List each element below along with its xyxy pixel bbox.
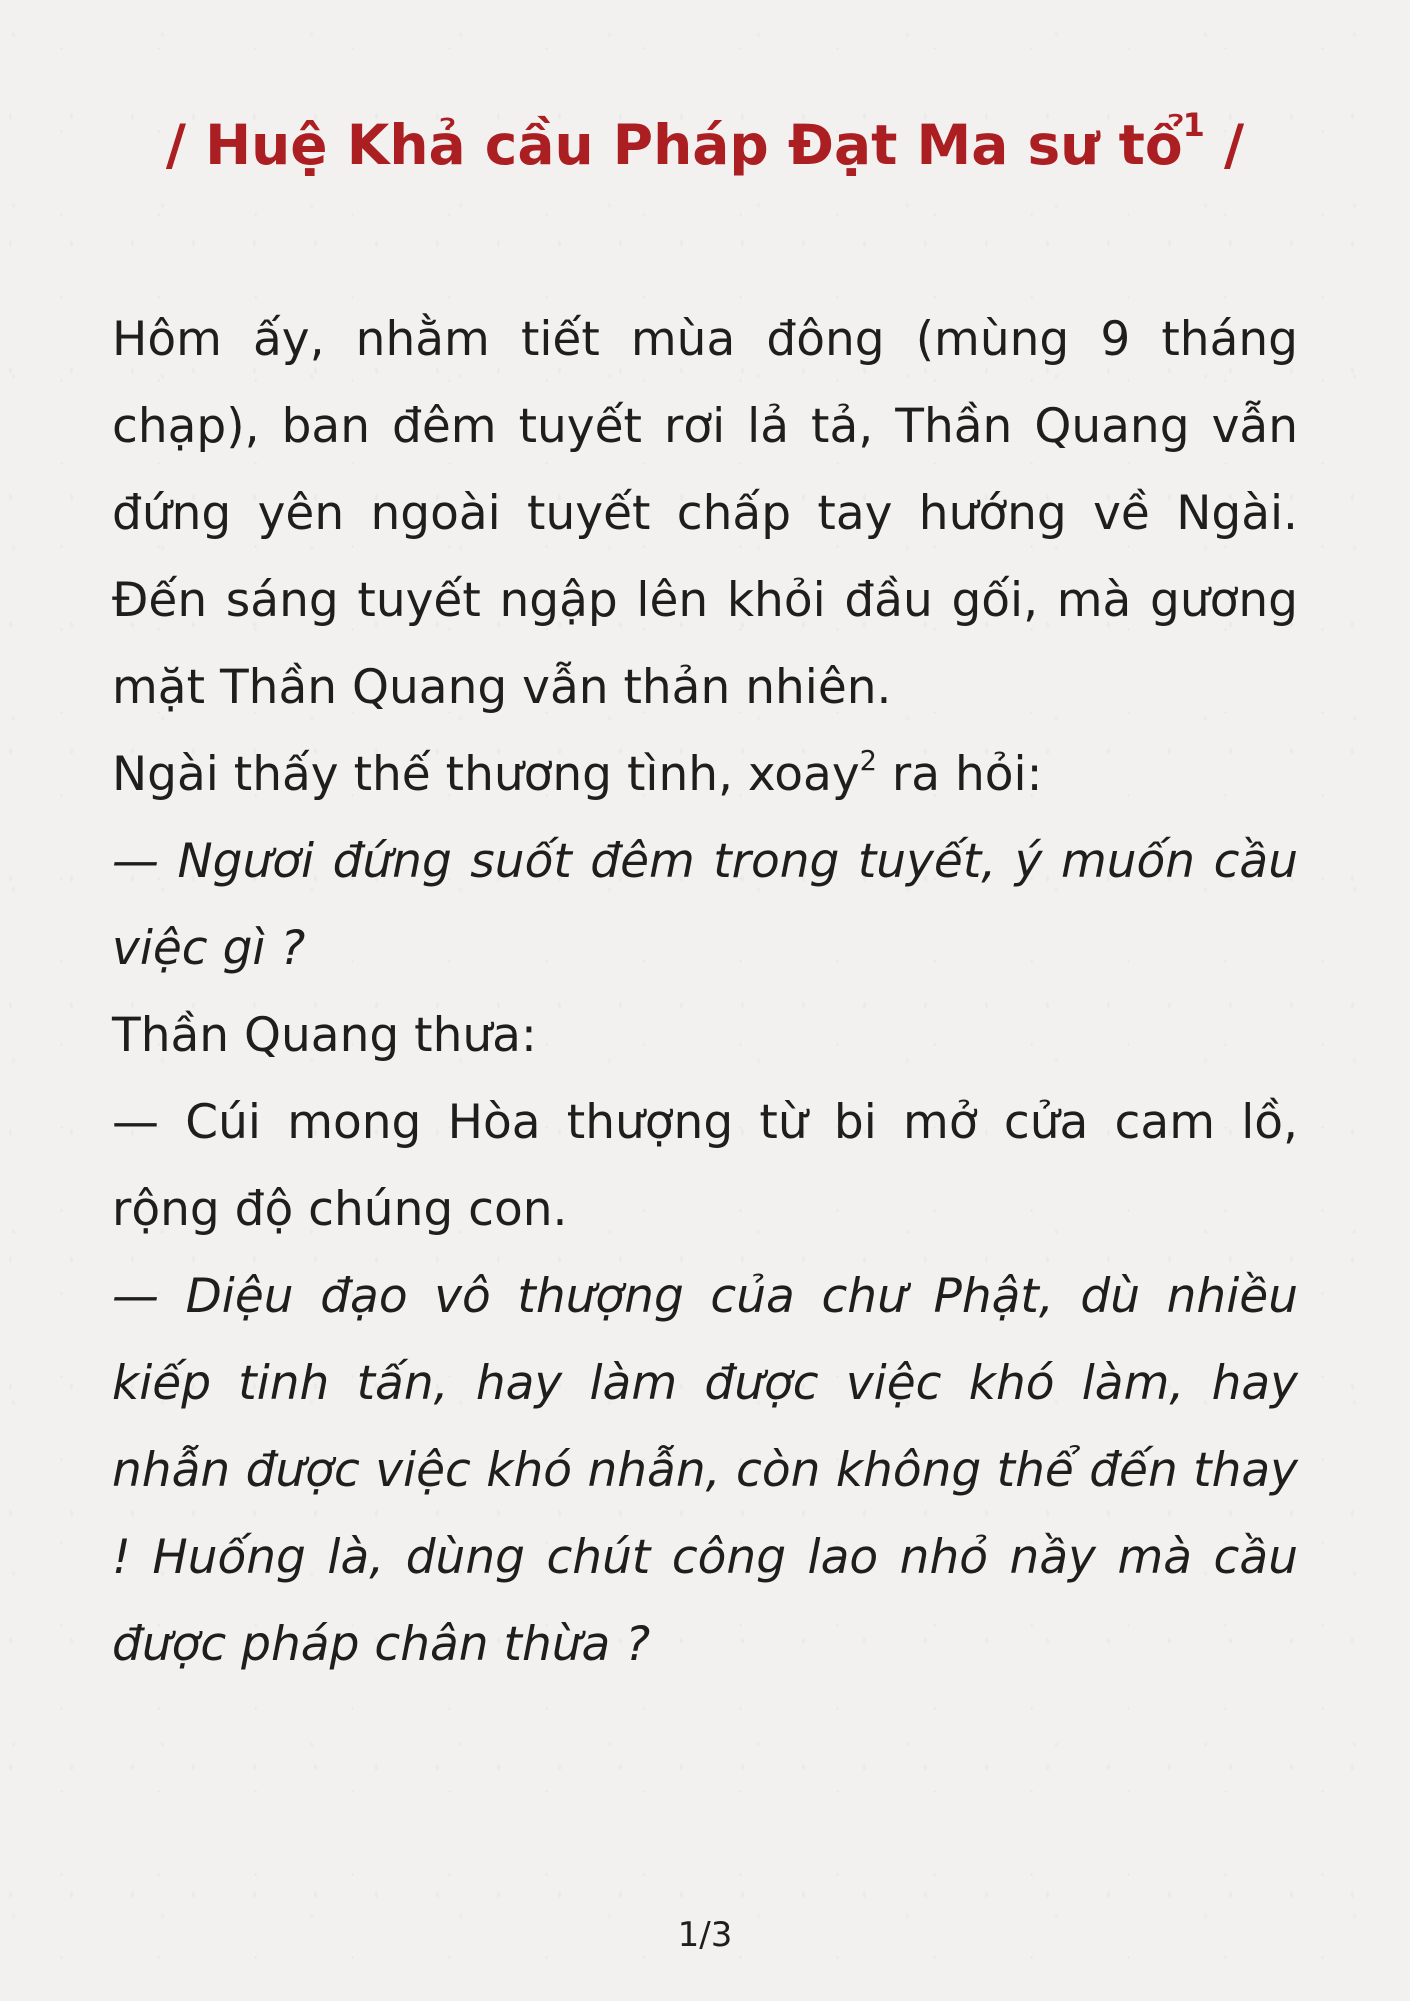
paragraph-narration-1: Hôm ấy, nhằm tiết mùa đông (mùng 9 tháng chạp), ban đêm tuyết rơi lả tả, Thần Quang vẫn đứng yên ngoài tuyết chấp tay hướng về Ngài. Đến sáng tuyết ngập lên khỏi đầu gối, mà gương mặt Thần Quang vẫn thản nhiên. xyxy=(112,312,1298,715)
paragraph-narration-3: Thần Quang thưa: xyxy=(112,1008,537,1063)
paragraph-dialogue-reply: — Cúi mong Hòa thượng từ bi mở cửa cam lồ, rộng độ chúng con. xyxy=(112,1095,1298,1237)
paragraph-dialogue-question: — Ngươi đứng suốt đêm trong tuyết, ý muốn cầu việc gì ? xyxy=(112,834,1298,976)
page-number: 1/3 xyxy=(677,1915,733,1955)
page-body xyxy=(112,296,1298,1688)
paragraph-dialogue-teaching: — Diệu đạo vô thượng của chư Phật, dù nhiều kiếp tinh tấn, hay làm được việc khó làm, hay nhẫn được việc khó nhẫn, còn không thể đến thay ! Huống là, dùng chút công lao nhỏ nầy mà cầu được pháp chân thừa ? xyxy=(112,1269,1298,1672)
paragraph-narration-2-tail: ra hỏi: xyxy=(876,747,1043,802)
title-text: / Huệ Khả cầu Pháp Đạt Ma sư tổ xyxy=(165,113,1183,177)
paragraph-narration-2-text: Ngài thấy thế thương tình, xoay xyxy=(112,747,860,802)
title-footnote-marker: 1 xyxy=(1182,106,1205,144)
footnote-marker: 2 xyxy=(859,746,877,777)
title-closing-slash: / xyxy=(1204,113,1245,177)
page-title xyxy=(40,106,1370,178)
paragraph-narration-2 xyxy=(112,731,1298,818)
